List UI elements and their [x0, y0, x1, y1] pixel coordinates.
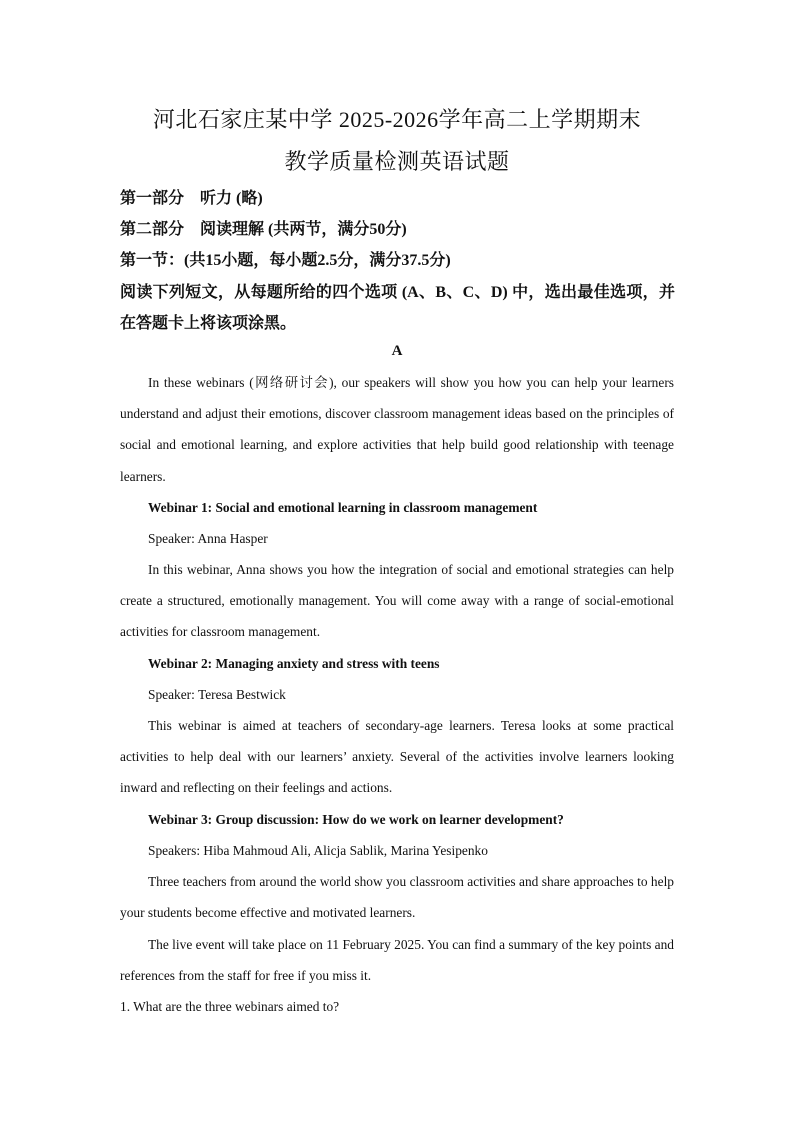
closing-paragraph: The live event will take place on 11 February 2025. You can find a summary of the key points and references from the staff for free if you miss it.	[120, 937, 674, 984]
webinar3-title: Webinar 3: Group discussion: How do we work on learner development?	[148, 812, 564, 827]
part2-heading: 第二部分 阅读理解 (共两节，满分50分)	[120, 221, 407, 238]
section1-heading: 第一节：(共15小题，每小题2.5分，满分37.5分)	[120, 252, 451, 269]
webinar3-speaker: Speakers: Hiba Mahmoud Ali, Alicja Sablik, Marina Yesipenko	[148, 843, 488, 858]
webinar1-title: Webinar 1: Social and emotional learning in classroom management	[148, 500, 538, 515]
passage-label: A	[391, 343, 403, 359]
question-1: 1. What are the three webinars aimed to?	[120, 999, 340, 1014]
webinar3-description: Three teachers from around the world show you classroom activities and share approaches to help your students become effective and motivated learners.	[120, 874, 674, 921]
webinar2-title: Webinar 2: Managing anxiety and stress with teens	[148, 656, 440, 671]
webinar1-speaker: Speaker: Anna Hasper	[148, 531, 268, 546]
webinar2-speaker: Speaker: Teresa Bestwick	[148, 687, 286, 702]
intro-paragraph: In these webinars (网络研讨会), our speakers will show you how you can help your learners understand and adjust their emotions, discover classroom management ideas based on the principles of social and emotional learning, and explore activities that help build good relationship with teenage learners.	[120, 375, 674, 484]
webinar1-description: In this webinar, Anna shows you how the integration of social and emotional strategies can help create a structured, emotionally management. You will come away with a range of social-emotional activities for classroom management.	[120, 562, 674, 640]
part1-heading: 第一部分 听力 (略)	[120, 190, 263, 207]
instruction-text: 阅读下列短文，从每题所给的四个选项 (A、B、C、D) 中，选出最佳选项，并在答题卡上将该项涂黑。	[120, 284, 675, 332]
exam-title-line1: 河北石家庄某中学 2025-2026学年高二上学期期末	[152, 107, 642, 132]
exam-title-line2: 教学质量检测英语试题	[284, 149, 510, 174]
webinar2-description: This webinar is aimed at teachers of secondary-age learners. Teresa looks at some practical activities to help deal with our learners’ anxiety. Several of the activities involve learners looking inward and reflecting on their feelings and actions.	[120, 718, 674, 796]
